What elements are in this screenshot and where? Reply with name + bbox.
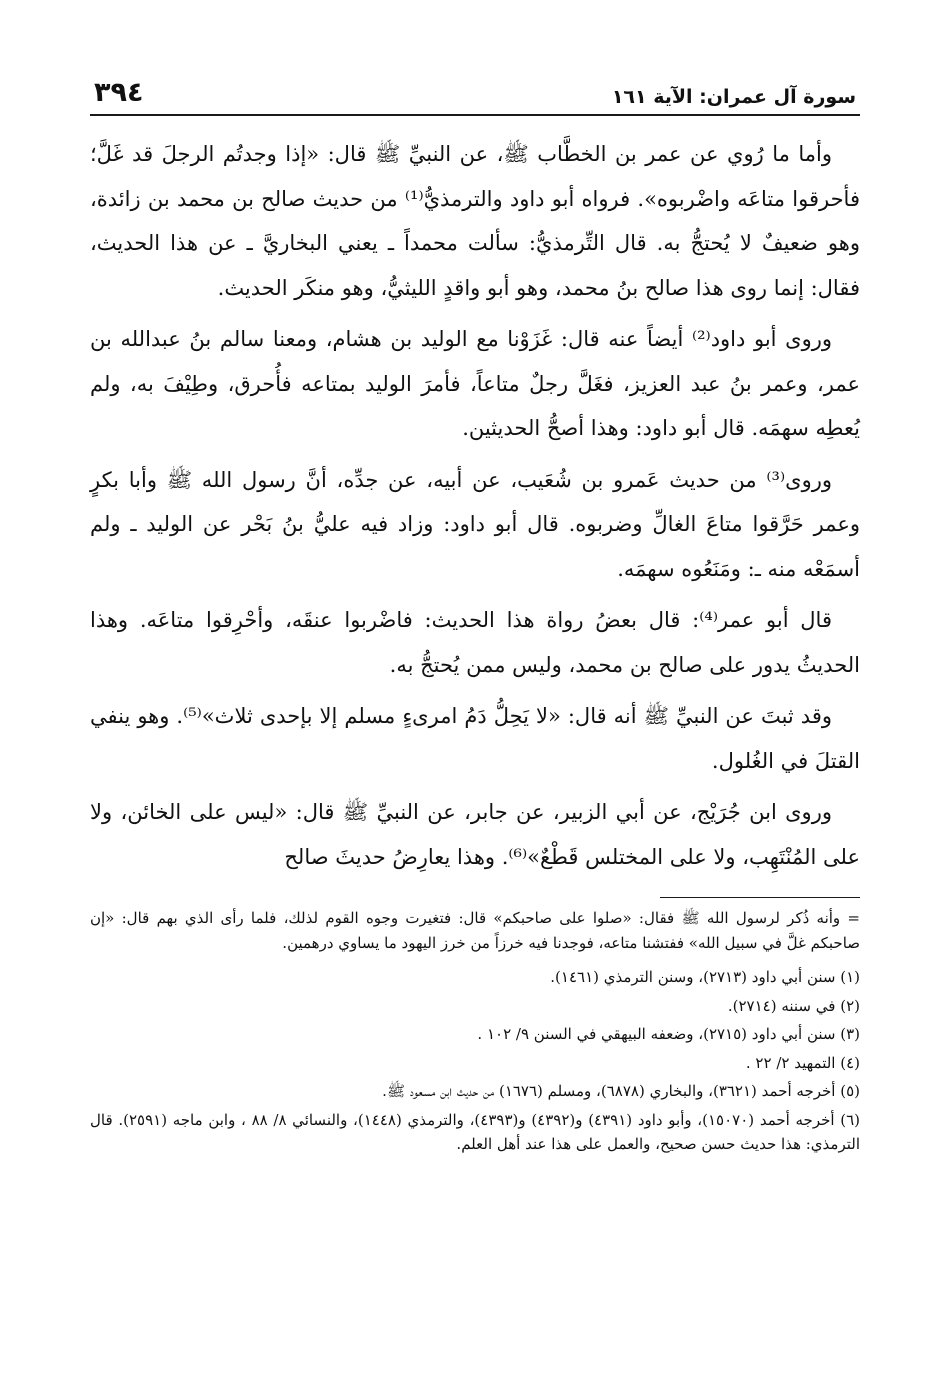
footnote: (٣) سنن أبي داود (٢٧١٥)، وضعفه البيهقي في السنن ٩/ ١٠٢ . xyxy=(477,1025,860,1043)
paragraph: وقد ثبتَ عن النبيِّ ﷺ أنه قال: «لا يَحِلُّ دَمُ امرىءٍ مسلم إلا بإحدى ثلاث»⁽⁵⁾. وهو ينفي القتلَ في الغُلول. xyxy=(90,704,860,773)
footnote: (٥) أخرجه أحمد (٣٦٢١)، والبخاري (٦٨٧٨)، ومسلم (١٦٧٦) من حديث ابن مسعود ﷺ. xyxy=(382,1082,860,1100)
paragraph: وروى⁽³⁾ من حديث عَمرو بن شُعَيب، عن أبيه، عن جدِّه، أنَّ رسول الله ﷺ وأبا بكرٍ وعمر حَرَّقوا متاعَ الغالِّ وضربوه. قال أبو داود: وزاد فيه عليُّ بنُ بَحْر عن الوليد ـ ولم أسمَعْه منه ـ: ومَنَعُوه سهمَه. xyxy=(90,467,860,581)
footnote: (٤) التمهيد ٢/ ٢٢ . xyxy=(745,1053,860,1072)
paragraph: قال أبو عمر⁽⁴⁾: قال بعضُ رواة هذا الحديث: فاضْربوا عنقَه، وأحْرِقوا متاعَه. وهذا الحديثُ يدور على صالح بن محمد، وليس ممن يُحتجُّ به. xyxy=(90,608,860,677)
running-header xyxy=(90,72,860,116)
footnotes xyxy=(90,906,860,1157)
main-text xyxy=(90,132,860,879)
paragraph: وروى ابن جُرَيْج، عن أبي الزبير، عن جابر، عن النبيِّ ﷺ قال: «ليس على الخائن، ولا على المُنْتَهِب، ولا على المختلس قَطْعٌ»⁽⁶⁾. وهذا يعارِضُ حديثَ صالح xyxy=(90,800,860,869)
footnote-divider xyxy=(660,897,860,898)
paragraph: وروى أبو داود⁽²⁾ أيضاً عنه قال: غَزَوْنا مع الوليد بن هشام، ومعنا سالم بنُ عبدالله بن عمر، وعمر بنُ عبد العزيز، فغَلَّ رجلٌ متاعاً، فأمرَ الوليد بمتاعه فأُحرق، وطِيْفَ به، ولم يُعطِه سهمَه. قال أبو داود: وهذا أصحُّ الحديثين. xyxy=(90,327,860,440)
footnote: (٦) أخرجه أحمد (١٥٠٧٠)، وأبو داود (٤٣٩١) و(٤٣٩٢) و(٤٣٩٣)، والترمذي (١٤٤٨)، والنسائي ٨/ ٨٨ ، وابن ماجه (٢٥٩١). قال الترمذي: هذا حديث حسن صحيح، والعمل على هذا عند أهل العلم. xyxy=(90,1110,860,1153)
book-page xyxy=(90,72,860,1161)
footnote-continuation: = وأنه ذُكر لرسول الله ﷺ فقال: «صلوا على صاحبكم» قال: فتغيرت وجوه القوم لذلك، فلما رأى الذي بهم قال: «إن صاحبكم غلَّ في سبيل الله» ففتشنا متاعه، فوجدنا فيه خرزاً من خرز اليهود ما يساوي درهمين. xyxy=(90,909,860,952)
footnote: (٢) في سننه (٢٧١٤). xyxy=(727,996,860,1015)
page-number: ٣٩٤ xyxy=(94,77,144,108)
surah-title: سورة آل عمران: الآية ١٦١ xyxy=(611,86,856,108)
footnote: (١) سنن أبي داود (٢٧١٣)، وسنن الترمذي (١٤٦١). xyxy=(550,968,860,986)
paragraph: وأما ما رُوي عن عمر بن الخطَّاب ﷺ، عن النبيِّ ﷺ قال: «إذا وجدتُم الرجلَ قد غَلَّ؛ فأحرقوا متاعَه واضْربوه». فرواه أبو داود والترمذيُّ⁽¹⁾ من حديث صالح بن محمد بن زائدة، وهو ضعيفٌ لا يُحتجُّ به. قال التِّرمذيُّ: سألت محمداً ـ يعني البخاريَّ ـ عن هذا الحديث، فقال: إنما روى هذا صالح بنُ محمد، وهو أبو واقدٍ الليثيُّ، وهو منكَر الحديث. xyxy=(90,142,860,300)
